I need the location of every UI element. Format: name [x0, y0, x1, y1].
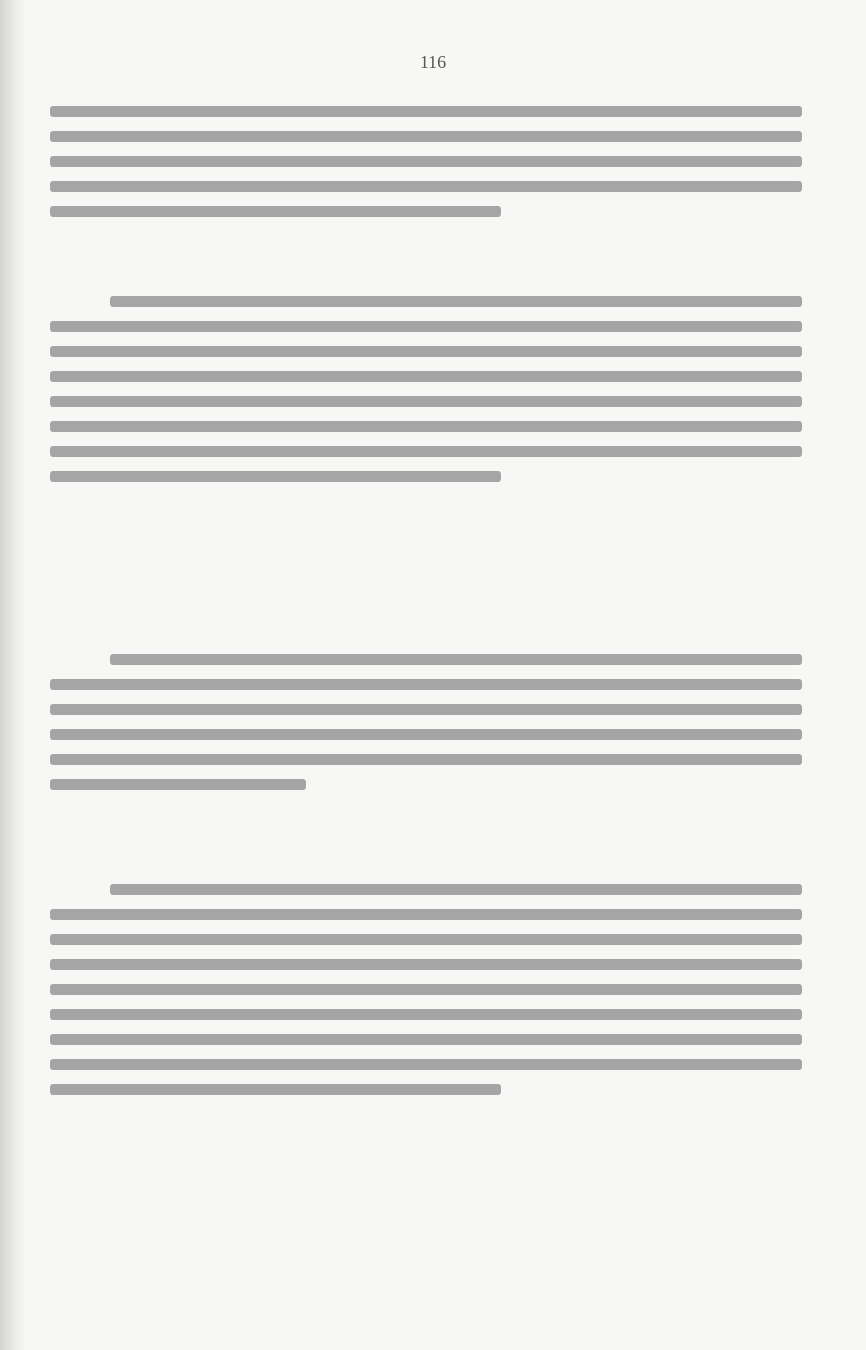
text-line	[110, 884, 802, 895]
text-line	[50, 346, 802, 357]
text-line	[50, 446, 802, 457]
text-line	[50, 909, 802, 920]
paragraph-2	[50, 282, 802, 495]
text-line	[50, 1059, 802, 1070]
text-line	[50, 959, 802, 970]
text-line	[50, 471, 501, 482]
text-line	[50, 106, 802, 117]
page-binding-shadow	[0, 0, 26, 1350]
paragraph-1	[50, 92, 802, 230]
text-line	[50, 1034, 802, 1045]
text-line	[110, 296, 802, 307]
page-number: 116	[419, 52, 447, 72]
text-line	[110, 654, 802, 665]
text-line	[50, 421, 802, 432]
text-line	[50, 181, 802, 192]
text-line	[50, 779, 306, 790]
text-line	[50, 131, 802, 142]
text-line	[50, 1009, 802, 1020]
text-line	[50, 704, 802, 715]
text-line	[50, 729, 802, 740]
text-line	[50, 984, 802, 995]
text-line	[50, 396, 802, 407]
text-line	[50, 1084, 501, 1095]
text-line	[50, 156, 802, 167]
text-line	[50, 754, 802, 765]
text-line	[50, 371, 802, 382]
text-line	[50, 321, 802, 332]
paragraph-3	[50, 640, 802, 803]
text-line	[50, 679, 802, 690]
text-line	[50, 206, 501, 217]
text-line	[50, 934, 802, 945]
paragraph-4	[50, 870, 802, 1108]
